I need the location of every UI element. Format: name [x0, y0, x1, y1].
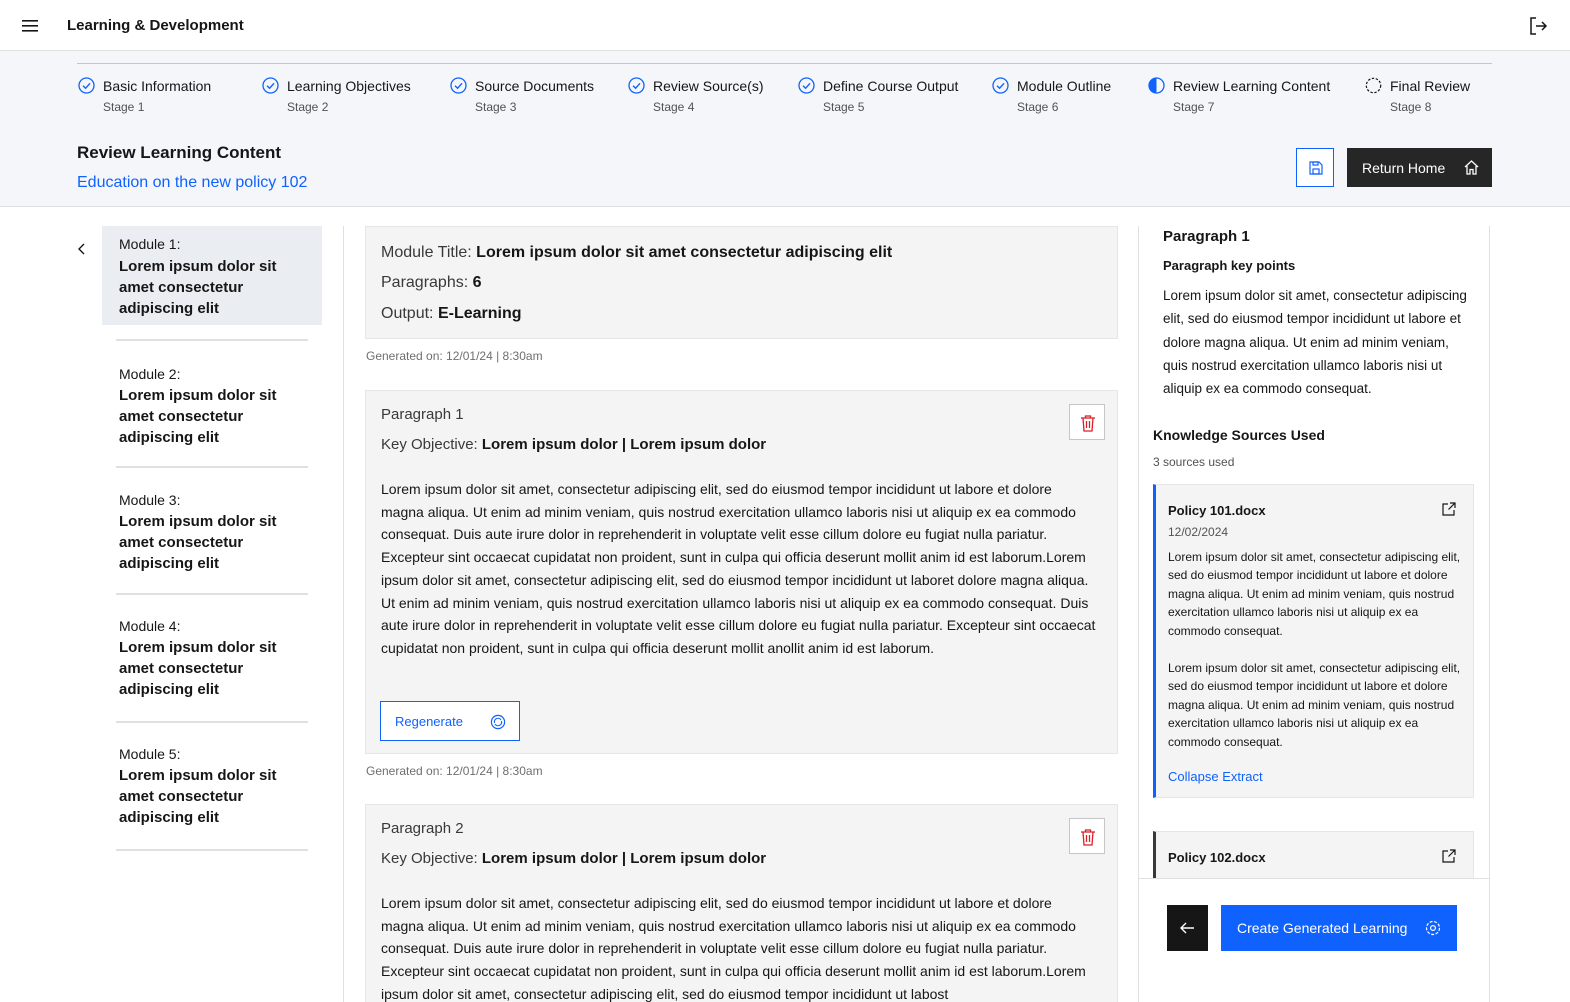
create-generated-learning-button[interactable] — [1221, 905, 1457, 951]
key-objective — [381, 436, 766, 453]
divider — [116, 593, 308, 595]
source-name: Policy 102.docx — [1168, 850, 1266, 865]
source-card-policy-101 — [1153, 484, 1474, 798]
module-item-4[interactable] — [102, 608, 322, 708]
trash-icon — [1080, 414, 1096, 432]
module-summary — [365, 226, 1118, 339]
module-title: Lorem ipsum dolor sit amet consectetur adipiscing elit — [119, 767, 277, 826]
source-extract: Lorem ipsum dolor sit amet, consectetur adipiscing elit, sed do eiusmod tempor incididunt ut labore et dolore magna aliqua. Ut enim ad minim veniam, quis nostrud exercitation ullamco laboris nisi ut aliquip ex ea commodo consequat. — [1168, 550, 1461, 638]
step-stage: Stage 8 — [1390, 100, 1432, 114]
checkmark-circle-icon — [262, 77, 279, 94]
key-points-text: Lorem ipsum dolor sit amet, consectetur adipiscing elit, sed do eiusmod tempor incididunt ut labore et dolore magna aliqua. Ut enim ad minim veniam, quis nostrud exercitation ullamco laboris nisi ut aliquip ex ea commodo consequat. — [1163, 288, 1467, 397]
output-row — [381, 305, 522, 323]
module-title-value: Lorem ipsum dolor sit amet consectetur adipiscing elit — [476, 244, 893, 261]
checkmark-circle-icon — [798, 77, 815, 94]
module-title: Lorem ipsum dolor sit amet consectetur adipiscing elit — [119, 639, 277, 698]
module-number: Module 3: — [119, 492, 181, 508]
app-title: Learning & Development — [67, 17, 244, 34]
step-stage: Stage 3 — [475, 100, 517, 114]
logout-icon[interactable] — [1527, 15, 1549, 37]
regenerate-label: Regenerate — [395, 714, 463, 729]
checkmark-circle-icon — [450, 77, 467, 94]
top-bar — [0, 0, 1570, 51]
page-header — [0, 51, 1570, 207]
return-home-label: Return Home — [1362, 160, 1446, 176]
step-title: Module Outline — [1017, 78, 1112, 94]
home-icon — [1463, 159, 1480, 176]
step-title: Define Course Output — [823, 78, 959, 94]
knowledge-sources-count: 3 sources used — [1153, 455, 1235, 469]
module-title-label: Module Title: — [381, 244, 472, 261]
module-item-2[interactable] — [102, 356, 322, 456]
paragraph-title: Paragraph 1 — [381, 406, 464, 423]
step-title: Review Source(s) — [653, 78, 764, 94]
module-title: Lorem ipsum dolor sit amet consectetur adipiscing elit — [119, 387, 277, 446]
checkmark-circle-icon — [628, 77, 645, 94]
paragraphs-value: 6 — [472, 274, 482, 291]
module-title: Lorem ipsum dolor sit amet consectetur adipiscing elit — [119, 258, 277, 317]
paragraph-title: Paragraph 1 — [1163, 228, 1250, 245]
source-card-policy-102[interactable] — [1153, 831, 1474, 879]
step-title: Final Review — [1390, 78, 1471, 94]
paragraph-card-2 — [365, 804, 1118, 1002]
regenerate-button[interactable] — [380, 701, 520, 741]
source-extract: Lorem ipsum dolor sit amet, consectetur adipiscing elit, sed do eiusmod tempor incididunt ut labore et dolore magna aliqua. Ut enim ad minim veniam, quis nostrud exercitation ullamco laboris nisi ut aliquip ex ea commodo consequat. — [1168, 661, 1461, 749]
save-button[interactable] — [1296, 148, 1334, 187]
step-stage: Stage 6 — [1017, 100, 1059, 114]
chevron-left-icon[interactable] — [75, 242, 89, 256]
external-link-icon[interactable] — [1441, 501, 1457, 517]
trash-icon — [1080, 828, 1096, 846]
step-title: Learning Objectives — [287, 78, 411, 94]
step-title: Basic Information — [103, 78, 212, 94]
collapse-extract-link[interactable]: Collapse Extract — [1168, 769, 1263, 784]
module-item-3[interactable] — [102, 482, 322, 582]
save-icon — [1308, 160, 1324, 176]
source-name: Policy 101.docx — [1168, 503, 1266, 518]
divider — [116, 339, 308, 341]
paragraphs-row — [381, 274, 482, 292]
dashed-circle-icon — [1365, 77, 1382, 94]
half-circle-progress-icon — [1148, 77, 1165, 94]
step-stage: Stage 7 — [1173, 100, 1215, 114]
knowledge-sources-title: Knowledge Sources Used — [1153, 427, 1325, 443]
module-title: Lorem ipsum dolor sit amet consectetur adipiscing elit — [119, 513, 277, 572]
paragraph-text[interactable]: Lorem ipsum dolor sit amet, consectetur adipiscing elit, sed do eiusmod tempor incididunt ut labore et dolore magna aliqua. Ut enim ad minim veniam, quis nostrud exercitation ullamco laboris nisi ut aliquip ex ea commodo consequat. Duis aute irure dolor in reprehenderit in voluptate velit esse cillum dolore eu fugiat nulla pariatur. Excepteur sint occaecat cupidatat non proident, sunt in culpa qui officia deserunt mollit anim id est laborum.Lorem ipsum dolor sit amet, consectetur adipiscing elit, sed do eiusmod tempor incididunt ut labost — [381, 895, 1086, 1002]
generated-timestamp: Generated on: 12/01/24 | 8:30am — [366, 349, 543, 363]
ai-sparkle-icon — [1424, 919, 1442, 937]
back-button[interactable] — [1167, 905, 1208, 951]
regenerate-ai-icon — [490, 714, 506, 730]
create-generated-learning-label: Create Generated Learning — [1237, 920, 1408, 936]
paragraph-card-1 — [365, 390, 1118, 754]
divider — [116, 721, 308, 723]
step-title: Review Learning Content — [1173, 78, 1331, 94]
step-stage: Stage 4 — [653, 100, 695, 114]
return-home-button[interactable] — [1347, 148, 1492, 187]
hamburger-menu-icon[interactable] — [20, 16, 40, 36]
module-number: Module 4: — [119, 618, 181, 634]
key-objective-value: Lorem ipsum dolor | Lorem ipsum dolor — [481, 850, 767, 867]
module-item-5[interactable] — [102, 736, 322, 836]
paragraph-title: Paragraph 2 — [381, 820, 464, 837]
arrow-left-icon — [1179, 921, 1195, 935]
module-number: Module 2: — [119, 366, 181, 382]
step-stage: Stage 5 — [823, 100, 865, 114]
detail-panel — [1138, 226, 1490, 1002]
module-item-1[interactable] — [102, 226, 322, 325]
stepper-track — [77, 63, 1492, 64]
output-value: E-Learning — [437, 305, 522, 322]
key-points-label: Paragraph key points — [1163, 258, 1296, 273]
module-number: Module 5: — [119, 746, 181, 762]
delete-paragraph-button[interactable] — [1069, 818, 1105, 854]
key-objective-value: Lorem ipsum dolor | Lorem ipsum dolor — [481, 436, 767, 453]
column-divider — [343, 226, 344, 1002]
divider — [116, 466, 308, 468]
step-title: Source Documents — [475, 78, 595, 94]
action-footer — [1139, 878, 1489, 1002]
step-stage: Stage 2 — [287, 100, 329, 114]
key-objective-label: Key Objective: — [381, 436, 478, 453]
module-title-row — [381, 244, 892, 262]
output-label: Output: — [381, 305, 434, 322]
page-title: Review Learning Content — [77, 143, 282, 162]
external-link-icon[interactable] — [1441, 848, 1457, 864]
source-date: 12/02/2024 — [1168, 525, 1229, 539]
step-stage: Stage 1 — [103, 100, 145, 114]
delete-paragraph-button[interactable] — [1069, 404, 1105, 440]
key-objective — [381, 850, 766, 867]
module-number: Module 1: — [119, 236, 181, 252]
key-objective-label: Key Objective: — [381, 850, 478, 867]
divider — [116, 849, 308, 851]
checkmark-circle-icon — [78, 77, 95, 94]
paragraphs-label: Paragraphs: — [381, 274, 469, 291]
paragraph-text[interactable]: Lorem ipsum dolor sit amet, consectetur adipiscing elit, sed do eiusmod tempor incididunt ut labore et dolore magna aliqua. Ut enim ad minim veniam, quis nostrud exercitation ullamco laboris nisi ut aliquip ex ea commodo consequat. Duis aute irure dolor in reprehenderit in voluptate velit esse cillum dolore eu fugiat nulla pariatur. Excepteur sint occaecat cupidatat non proident, sunt in culpa qui officia deserunt mollit anim id est laborum.Lorem ipsum dolor sit amet, consectetur adipiscing elit, sed do eiusmod tempor incididunt ut laboret dolore magna aliqua. Ut enim ad minim veniam, quis nostrud exercitation ullamco laboris nisi ut aliquip ex ea commodo consequat. Duis aute irure dolor in reprehenderit in voluptate velit esse cillum dolore eu fugiat nulla pariatur. Excepteur sint occaecat cupidatat non proident, sunt in culpa qui officia deserunt mollit anollit anim id est laborum. — [381, 481, 1096, 656]
course-name: Education on the new policy 102 — [77, 174, 308, 191]
generated-timestamp: Generated on: 12/01/24 | 8:30am — [366, 764, 543, 778]
checkmark-circle-icon — [992, 77, 1009, 94]
